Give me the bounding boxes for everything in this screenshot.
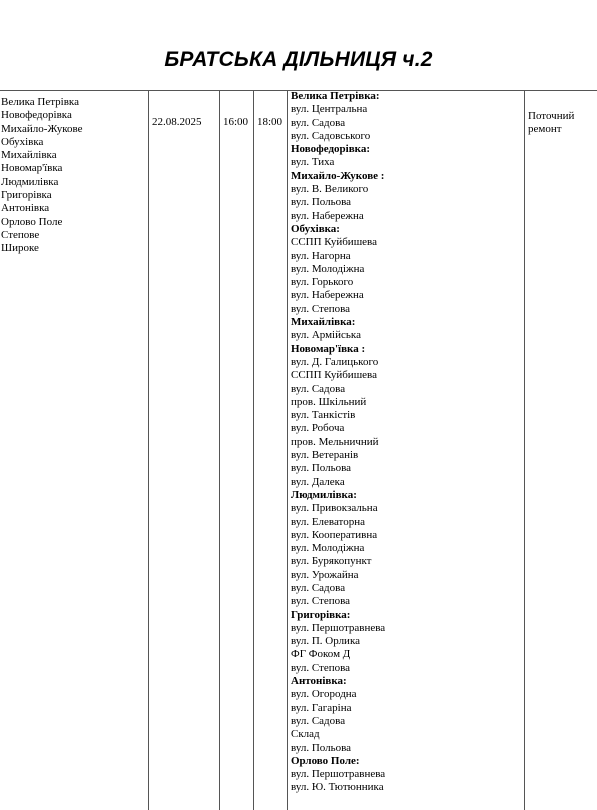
street-name: вул. Садова xyxy=(291,714,346,727)
street-name: вул. Нагорна xyxy=(291,249,351,262)
street-name: вул. Молодіжна xyxy=(291,262,365,275)
street-name: вул. Набережна xyxy=(291,289,364,302)
street-name: вул. Ветеранів xyxy=(291,449,359,462)
street-name: вул. Танкістів xyxy=(291,409,356,422)
column-divider xyxy=(524,90,525,810)
street-name: вул. Огородна xyxy=(291,688,357,701)
street-name: вул. П. Орлика xyxy=(291,635,361,648)
street-name: вул. Першотравнева xyxy=(291,768,386,781)
streets-cell xyxy=(291,90,521,810)
village-name: Велика Петрівка xyxy=(1,96,79,108)
street-name: Склад xyxy=(291,728,320,741)
settlement-heading: Григорівка: xyxy=(291,608,351,621)
village-name: Обухівка xyxy=(1,135,44,148)
village-name: Новомар'ївка xyxy=(1,162,63,175)
villages-cell xyxy=(1,90,146,810)
street-name: вул. Армійська xyxy=(291,329,361,342)
settlement-heading: Новомар'ївка : xyxy=(291,342,366,355)
outage-schedule-table xyxy=(0,90,597,810)
work-type-cell xyxy=(528,90,594,810)
street-name: ССПП Куйбишева xyxy=(291,369,377,382)
settlement-heading: Орлово Поле: xyxy=(291,754,360,767)
street-name: вул. Польова xyxy=(291,462,352,475)
street-name: вул. Гагаріна xyxy=(291,701,352,714)
street-name: ССПП Куйбишева xyxy=(291,236,377,249)
street-name: вул. Далека xyxy=(291,475,345,488)
start-time-cell xyxy=(223,90,253,810)
street-name: вул. Садова xyxy=(291,382,346,395)
street-name: вул. Привокзальна xyxy=(291,502,378,515)
street-name: вул. Набережна xyxy=(291,209,364,222)
street-name: вул. Садовського xyxy=(291,129,371,142)
street-name: вул. В. Великого xyxy=(291,183,369,196)
column-divider xyxy=(219,90,220,810)
village-name: Григорівка xyxy=(1,189,52,202)
date-cell xyxy=(152,90,216,810)
street-name: вул. Молодіжна xyxy=(291,542,365,555)
street-name: вул. Тиха xyxy=(291,156,335,169)
village-name: Новофедорівка xyxy=(1,109,72,122)
street-name: вул. Степова xyxy=(291,595,351,608)
street-name: вул. Бурякопункт xyxy=(291,555,372,568)
street-name: вул. Центральна xyxy=(291,103,368,116)
street-name: пров. Шкільний xyxy=(291,395,367,408)
village-name: Михайлівка xyxy=(1,149,57,162)
street-name: вул. Урожайна xyxy=(291,568,359,581)
street-name: вул. Садова xyxy=(291,116,346,129)
column-divider xyxy=(148,90,149,810)
settlement-heading: Михайло-Жукове : xyxy=(291,169,385,182)
street-name: ФГ Фоком Д xyxy=(291,648,351,661)
start-time: 16:00 xyxy=(223,116,249,128)
village-name: Орлово Поле xyxy=(1,215,63,228)
end-time-cell xyxy=(257,90,287,810)
work-type: Поточний ремонт xyxy=(528,110,575,136)
street-name: вул. Робоча xyxy=(291,422,345,435)
village-name: Людмилівка xyxy=(1,175,59,188)
street-name: вул. Елеваторна xyxy=(291,515,365,528)
street-name: вул. Ю. Тютюнника xyxy=(291,781,384,794)
settlement-heading: Велика Петрівка: xyxy=(291,90,380,102)
end-time: 18:00 xyxy=(257,116,283,128)
street-name: вул. Степова xyxy=(291,661,351,674)
village-name: Михайло-Жукове xyxy=(1,122,83,135)
street-name: вул. Кооперативна xyxy=(291,528,378,541)
street-name: вул. Польова xyxy=(291,196,352,209)
street-name: вул. Д. Галицького xyxy=(291,355,379,368)
street-name: вул. Польова xyxy=(291,741,352,754)
settlement-heading: Людмилівка: xyxy=(291,488,357,501)
street-name: вул. Горького xyxy=(291,276,354,289)
village-name: Антонівка xyxy=(1,202,50,215)
settlement-heading: Новофедорівка: xyxy=(291,143,371,156)
column-divider xyxy=(287,90,288,810)
settlement-heading: Антонівка: xyxy=(291,675,347,688)
page-title: БРАТСЬКА ДІЛЬНИЦЯ ч.2 xyxy=(164,48,433,71)
column-divider xyxy=(253,90,254,810)
village-name: Широке xyxy=(1,242,39,255)
street-name: вул. Садова xyxy=(291,581,346,594)
street-name: вул. Першотравнева xyxy=(291,621,386,634)
street-name: пров. Мельничний xyxy=(291,435,379,448)
street-name: вул. Степова xyxy=(291,302,351,315)
village-name: Степове xyxy=(1,228,40,241)
settlement-heading: Михайлівка: xyxy=(291,316,356,329)
settlement-heading: Обухівка: xyxy=(291,222,340,235)
outage-date: 22.08.2025 xyxy=(152,116,202,128)
